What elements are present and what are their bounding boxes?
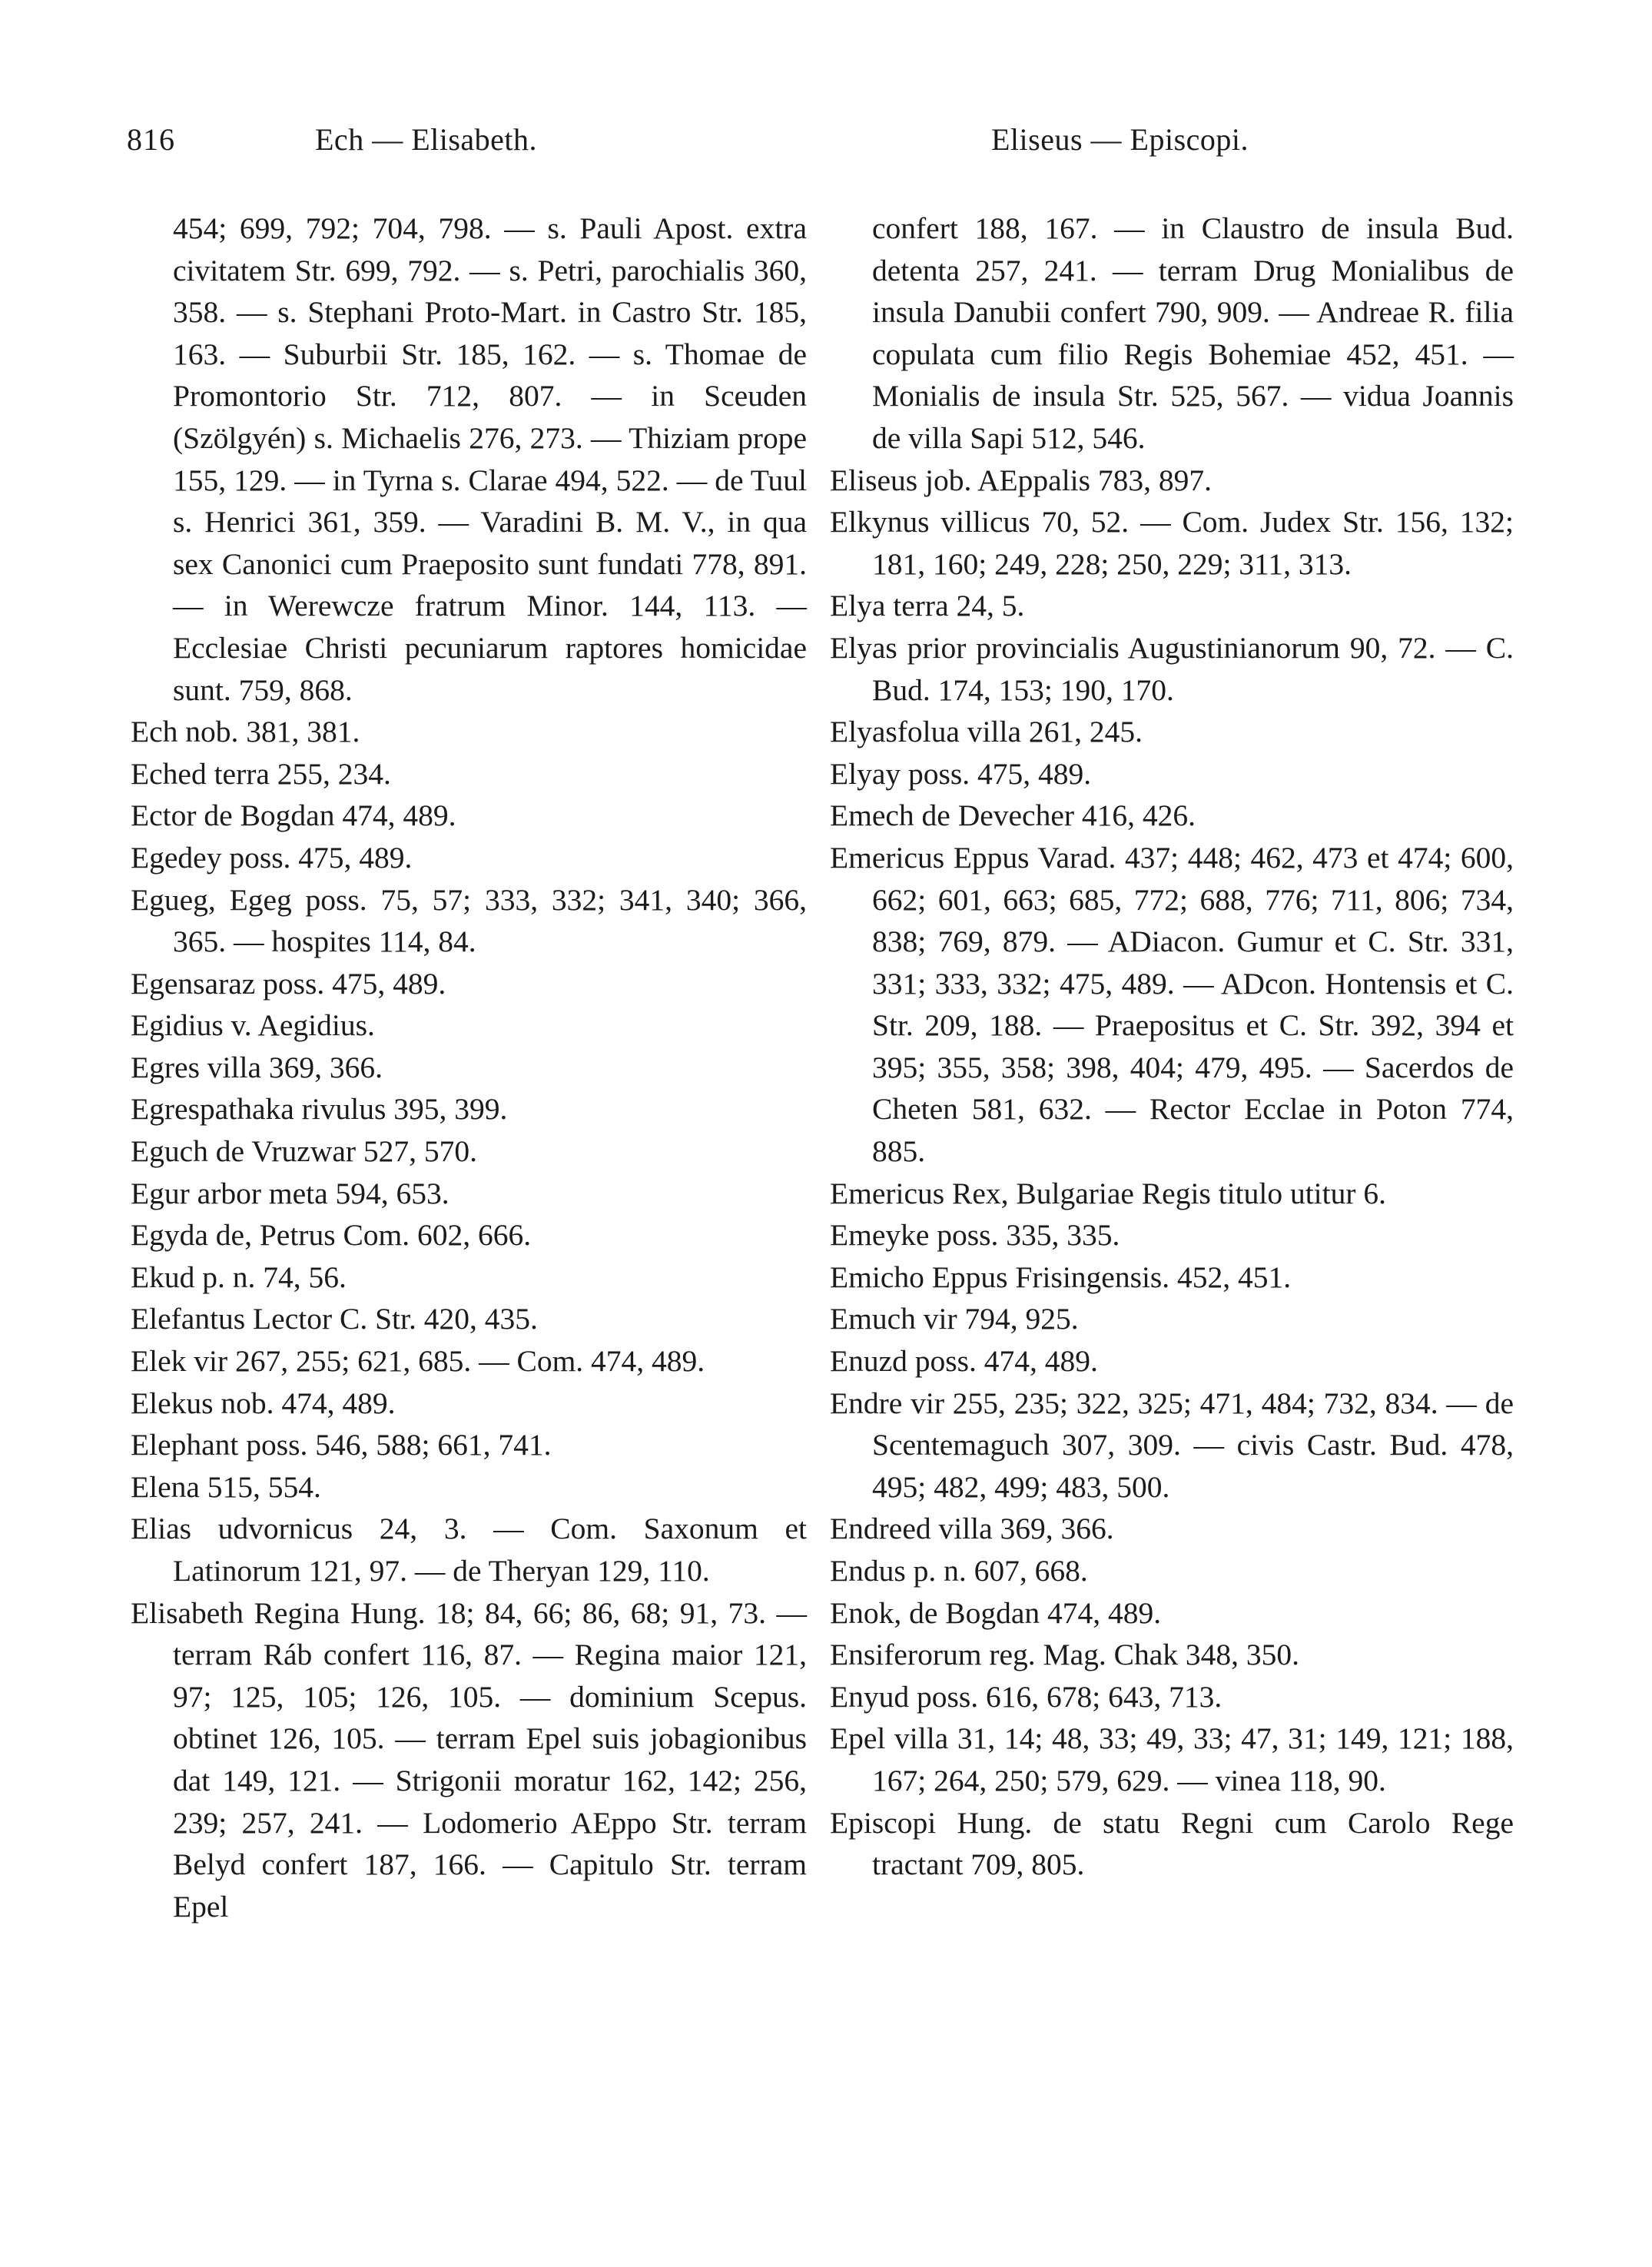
index-entry: Epel villa 31, 14; 48, 33; 49, 33; 47, 31; 149, 121; 188, 167; 264, 250; 579, 629. — vinea 118, 90. <box>830 1721 1514 1797</box>
right-column <box>830 207 1514 1886</box>
index-entry: Elyas prior provincialis Augustinianorum 90, 72. — C. Bud. 174, 153; 190, 170. <box>830 630 1514 707</box>
index-entry: Elisabeth Regina Hung. 18; 84, 66; 86, 68; 91, 73. — terram Ráb confert 116, 87. — Regina maior 121, 97; 125, 105; 126, 105. — dominium Scepus. obtinet 126, 105. — terram Epel suis jobagionibus dat 149, 121. — Strigonii moratur 162, 142; 256, 239; 257, 241. — Lodomerio AEppo Str. terram Belyd confert 187, 166. — Capitulo Str. terram Epel <box>131 1595 807 1923</box>
index-entry: Emech de Devecher 416, 426. <box>830 798 1196 833</box>
index-entry: Elefantus Lector C. Str. 420, 435. <box>131 1302 538 1336</box>
index-entry: confert 188, 167. — in Claustro de insula Bud. detenta 257, 241. — terram Drug Monialibus de insula Danubii confert 790, 909. — Andreae R. filia copulata cum filio Regis Bohemiae 452, 451. — Monialis de insula Str. 525, 567. — vidua Joannis de villa Sapi 512, 546. <box>872 211 1514 455</box>
index-entry: Egrespathaka rivulus 395, 399. <box>131 1092 508 1127</box>
index-entry: Elek vir 267, 255; 621, 685. — Com. 474, 489. <box>131 1344 705 1379</box>
running-head-left: Ech — Elisabeth. <box>315 122 538 157</box>
index-entry: Endus p. n. 607, 668. <box>830 1554 1088 1588</box>
index-entry: Emuch vir 794, 925. <box>830 1302 1079 1336</box>
index-entry: Endreed villa 369, 366. <box>830 1512 1114 1546</box>
index-entry: Egedey poss. 475, 489. <box>131 840 413 875</box>
page-number: 816 <box>127 122 175 157</box>
index-entry: Ector de Bogdan 474, 489. <box>131 798 456 833</box>
running-head-right: Eliseus — Episcopi. <box>991 122 1249 157</box>
index-entry: Ech nob. 381, 381. <box>131 715 360 749</box>
index-entry: Egur arbor meta 594, 653. <box>131 1176 449 1210</box>
index-entry: Episcopi Hung. de statu Regni cum Carolo Rege tractant 709, 805. <box>830 1805 1514 1882</box>
index-entry: Enyud poss. 616, 678; 643, 713. <box>830 1679 1222 1714</box>
index-entry: Elya terra 24, 5. <box>830 589 1025 623</box>
index-entry: Elephant poss. 546, 588; 661, 741. <box>131 1428 552 1462</box>
index-entry: Emericus Eppus Varad. 437; 448; 462, 473 et 474; 600, 662; 601, 663; 685, 772; 688, 776; 711, 806; 734, 838; 769, 879. — ADiacon. Gumur et C. Str. 331, 331; 333, 332; 475, 489. — ADcon. Hontensis et C. Str. 209, 188. — Praepositus et C. Str. 392, 394 et 395; 355, 358; 398, 404; 479, 495. — Sacerdos de Cheten 581, 632. — Rector Ecclae in Poton 774, 885. <box>830 840 1514 1169</box>
index-entry: Eliseus job. AEppalis 783, 897. <box>830 463 1212 497</box>
index-entry: Elekus nob. 474, 489. <box>131 1386 396 1420</box>
index-entry: Enok, de Bogdan 474, 489. <box>830 1595 1162 1630</box>
index-entry: Emeyke poss. 335, 335. <box>830 1218 1120 1253</box>
index-entry: 454; 699, 792; 704, 798. — s. Pauli Apost. extra civitatem Str. 699, 792. — s. Petri, parochialis 360, 358. — s. Stephani Proto-Mart. in Castro Str. 185, 163. — Suburbii Str. 185, 162. — s. Thomae de Promontorio Str. 712, 807. — in Sceuden (Szölgyén) s. Michaelis 276, 273. — Thiziam prope 155, 129. — in Tyrna s. Clarae 494, 522. — de Tuul s. Henrici 361, 359. — Varadini B. M. V., in qua sex Canonici cum Praeposito sunt fundati 778, 891. — in Werewcze fratrum Minor. 144, 113. — Ecclesiae Christi pecuniarum raptores homicidae sunt. 759, 868. <box>173 211 807 707</box>
index-entry: Egueg, Egeg poss. 75, 57; 333, 332; 341, 340; 366, 365. — hospites 114, 84. <box>131 882 807 959</box>
index-entry: Endre vir 255, 235; 322, 325; 471, 484; 732, 834. — de Scentemaguch 307, 309. — civis Castr. Bud. 478, 495; 482, 499; 483, 500. <box>830 1386 1514 1504</box>
index-entry: Elias udvornicus 24, 3. — Com. Saxonum et Latinorum 121, 97. — de Theryan 129, 110. <box>131 1512 807 1588</box>
index-entry: Emericus Rex, Bulgariae Regis titulo utitur 6. <box>830 1176 1387 1210</box>
index-entry: Ekud p. n. 74, 56. <box>131 1260 347 1294</box>
index-entry: Eched terra 255, 234. <box>131 756 391 791</box>
index-entry: Elyay poss. 475, 489. <box>830 756 1092 791</box>
index-entry: Eguch de Vruzwar 527, 570. <box>131 1134 478 1169</box>
index-entry: Elkynus villicus 70, 52. — Com. Judex Str. 156, 132; 181, 160; 249, 228; 250, 229; 311, 313. <box>830 505 1514 581</box>
index-entry: Egyda de, Petrus Com. 602, 666. <box>131 1218 532 1253</box>
index-entry: Ensiferorum reg. Mag. Chak 348, 350. <box>830 1638 1300 1672</box>
index-entry: Egidius v. Aegidius. <box>131 1008 375 1043</box>
index-entry: Elyasfolua villa 261, 245. <box>830 715 1143 749</box>
index-entry: Enuzd poss. 474, 489. <box>830 1344 1098 1379</box>
index-entry: Egensaraz poss. 475, 489. <box>131 966 446 1001</box>
index-entry: Emicho Eppus Frisingensis. 452, 451. <box>830 1260 1292 1294</box>
index-entry: Elena 515, 554. <box>131 1469 321 1504</box>
left-column <box>131 207 807 1927</box>
index-entry: Egres villa 369, 366. <box>131 1050 383 1084</box>
